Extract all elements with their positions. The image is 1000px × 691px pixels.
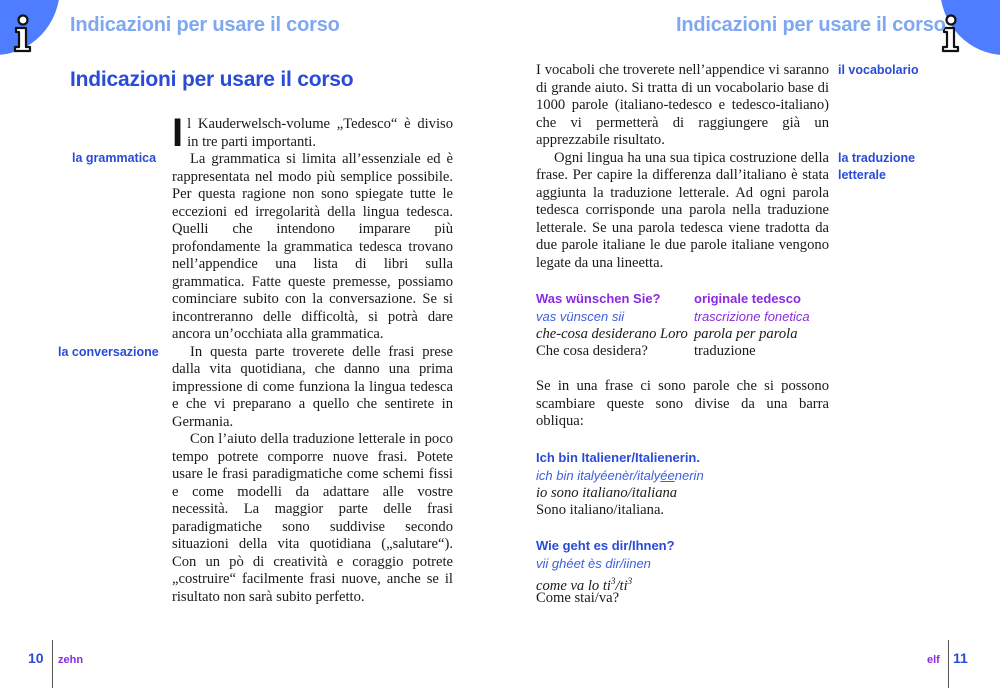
right-body [536, 62, 829, 272]
info-i-icon [12, 14, 34, 54]
margin-label-grammar: la grammatica [72, 151, 157, 165]
example3-literal: come va lo $ti^3/ti^3$ [536, 576, 633, 594]
page-title: Indicazioni per usare il corso [70, 68, 354, 91]
example2-translation: Sono italiano/italiana. [536, 502, 665, 518]
label-translation: traduzione [694, 343, 756, 359]
example-literal: che-cosa desiderano Loro [536, 326, 688, 342]
example2-german: Ich bin Italiener/Italienerin. [536, 450, 700, 465]
example3-phonetic: vii ghéet ès dir/iinen [536, 556, 651, 571]
label-literal: parola per parola [694, 326, 798, 342]
footer-divider-left [52, 640, 53, 688]
example2-phonetic: ich bin italyéenèr/italyéenerin [536, 468, 704, 483]
label-phonetic: trascrizione fonetica [694, 309, 810, 324]
running-header-left: Indicazioni per usare il corso [70, 14, 340, 36]
label-original: originale tedesco [694, 291, 801, 306]
page-word-left: zehn [58, 654, 84, 666]
dropcap: I [172, 111, 184, 155]
margin-label-vocabulary: il vocabolario [838, 63, 919, 77]
example3-translation: Come stai/va? [536, 590, 620, 606]
example2-literal: io sono italiano/italiana [536, 485, 678, 501]
vocab-paragraph: I vocaboli che troverete nell’appendice vi saranno di grande aiuto. Si tratta di un vocabolario base di 1000 parole (italiano-tedesco e tedesco-italiano) che vi permetterà di raggiungere già un apprezzabile risultato. [536, 62, 829, 148]
example-phonetic: vas vünscen sii [536, 309, 625, 324]
grammar-paragraph: La grammatica si limita all’essenziale ed è rappresentata nel modo più semplice possibile. Per questa ragione non sono spiegate tutte le eccezioni ed irregolarità della lingua tedesca. Quelli che intendono imparare più profondamente la grammatica tedesca trovano nell’appendice una lista di libri sulla grammatica. Fatte queste premesse, possiamo cominciare subito con la conversazione. Se si incontreranno delle difficoltà, si potrà dare ancora un’occhiata alla grammatica. [172, 151, 453, 342]
translation-paragraph: Ogni lingua ha una sua tipica costruzione della frase. Per capire la differenza dall’italiano è stata aggiunta la traduzione letterale. Ad ogni parola tedesca corrisponde una parola nella traduzione letterale. Se una parola tedesca viene tradotta da due parole italiane le due parole italiane vengono legate da una lineetta. [536, 149, 829, 271]
page-number-left: 10 [28, 650, 44, 666]
margin-label-conversation: la conversazione [58, 345, 159, 359]
margin-label-translation: la traduzione [838, 151, 916, 165]
intro-paragraph: l Kauderwelsch-volume „Tedesco“ è diviso in tre parti importanti. [187, 116, 453, 150]
slash-paragraph: Se in una frase ci sono parole che si possono scambiare queste sono divise da una barra obliqua: [536, 378, 829, 429]
example-translation: Che cosa desidera? [536, 343, 648, 359]
running-header-right: Indicazioni per usare il corso [676, 14, 946, 36]
literal-paragraph: Con l’aiuto della traduzione letterale in poco tempo potrete comporre nuove frasi. Potete usare le frasi paradigmatiche come schemi fissi e come modelli da adattare alle vostre necessità. La maggior parte delle frasi paradigmatiche sono suddivise secondo situazioni della vita quotidiana („salutare“). Con un pò di creatività e coraggio potrete „costruire“ facilmente frasi nuove, anche se il risultato non sarà subito perfetto. [172, 431, 453, 605]
left-body [172, 111, 453, 606]
margin-label-literal: letterale [838, 168, 886, 182]
page-word-right: elf [927, 654, 940, 666]
example3-german: Wie geht es dir/Ihnen? [536, 538, 675, 553]
example-german: Was wünschen Sie? [536, 291, 661, 306]
page-number-right: 11 [953, 650, 968, 666]
conversation-paragraph: In questa parte troverete delle frasi prese dalla vita quotidiana, che danno una prima impressione di come funziona la lingua tedesca e che vi preparano a quello che sentirete in Germania. [172, 343, 453, 430]
footer-divider-right [948, 640, 949, 688]
